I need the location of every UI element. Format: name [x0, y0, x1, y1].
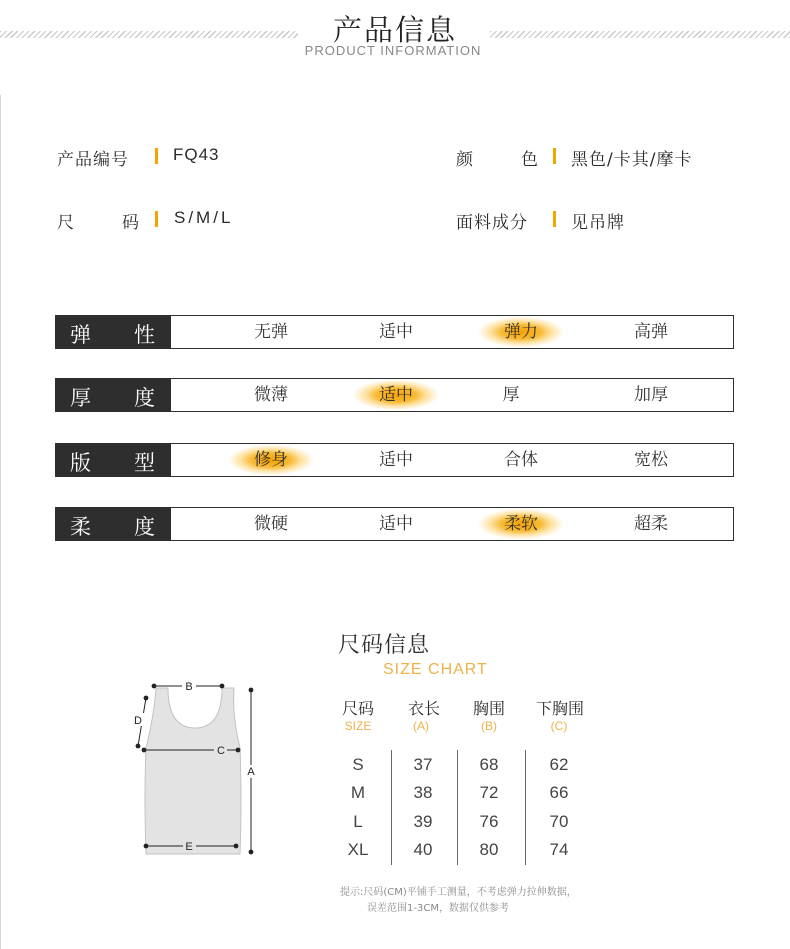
- table-cell: 80: [479, 840, 499, 859]
- attr-option: 微薄: [254, 385, 288, 405]
- column-divider: [391, 750, 392, 865]
- attr-option: 宽松: [634, 450, 668, 470]
- attr-label-b: 度: [134, 386, 155, 410]
- attr-option: 厚: [502, 385, 520, 405]
- code-value: FQ43: [173, 145, 220, 164]
- attr-label-b: 型: [134, 451, 155, 475]
- size-separator: [155, 211, 158, 227]
- measurement-note-line2: 误差范围1-3CM，数据仅供参考: [367, 903, 509, 914]
- table-cell: 38: [413, 783, 433, 802]
- size-chart-subtitle: SIZE CHART: [383, 661, 488, 678]
- attr-option: 加厚: [634, 385, 668, 405]
- attr-row-fit: [55, 443, 734, 477]
- attr-option: 适中: [379, 450, 413, 470]
- attr-option: 无弹: [254, 322, 288, 342]
- measurement-note-line1: 提示:尺码(CM)平铺手工测量，不考虑弹力拉伸数据，: [340, 887, 577, 898]
- table-cell: 66: [549, 783, 569, 802]
- attr-option: 微硬: [254, 514, 288, 534]
- col-sub-chest: (B): [481, 719, 497, 733]
- table-cell: M: [350, 783, 366, 802]
- size-value: S/M/L: [174, 208, 234, 227]
- size-label-b: 码: [122, 213, 139, 233]
- table-cell: 76: [479, 812, 499, 831]
- color-label-b: 色: [521, 150, 538, 170]
- attr-label-a: 版: [70, 451, 91, 475]
- attr-option-selected: 适中: [353, 379, 439, 411]
- color-label-a: 颜: [456, 150, 473, 170]
- fabric-label: 面料成分: [456, 213, 528, 233]
- col-header-underbust: 下胸围: [535, 699, 585, 718]
- left-divider: [0, 95, 1, 949]
- page-title: 产品信息: [332, 13, 457, 47]
- attr-label: [56, 444, 171, 476]
- attr-label-a: 柔: [70, 515, 91, 539]
- col-header-chest: 胸围: [472, 699, 506, 718]
- garment-measurement-figure: [128, 676, 262, 862]
- color-separator: [553, 148, 556, 164]
- attr-option: 超柔: [634, 514, 668, 534]
- attr-label-b: 度: [134, 515, 155, 539]
- attr-option-selected: 弹力: [478, 316, 564, 348]
- attr-row-softness: [55, 507, 734, 541]
- table-cell: 72: [479, 783, 499, 802]
- label-e: E: [185, 841, 193, 853]
- attr-option: 合体: [504, 450, 538, 470]
- table-cell: XL: [347, 840, 369, 859]
- column-divider: [457, 750, 458, 865]
- fabric-separator: [553, 211, 556, 227]
- tank-top-silhouette: [145, 688, 241, 854]
- attr-option: 高弹: [634, 322, 668, 342]
- attr-row-elasticity: [55, 315, 734, 349]
- label-b: B: [185, 681, 193, 693]
- attr-label: [56, 508, 171, 540]
- col-sub-length: (A): [413, 719, 429, 733]
- label-a: A: [247, 766, 255, 778]
- label-c: C: [217, 745, 225, 757]
- color-value: 黑色/卡其/摩卡: [571, 150, 693, 170]
- attr-row-thickness: [55, 378, 734, 412]
- code-label: 产品编号: [57, 150, 129, 170]
- column-divider: [525, 750, 526, 865]
- attr-option: 适中: [379, 322, 413, 342]
- attr-label-b: 性: [134, 323, 155, 347]
- table-cell: 68: [479, 755, 499, 774]
- attr-option-selected: 柔软: [478, 508, 564, 540]
- col-header-length: 衣长: [407, 699, 441, 718]
- size-chart-title: 尺码信息: [338, 633, 431, 658]
- attr-option-selected: 修身: [228, 444, 314, 476]
- table-cell: 37: [413, 755, 433, 774]
- code-separator: [155, 148, 158, 164]
- table-cell: 70: [549, 812, 569, 831]
- table-cell: 62: [549, 755, 569, 774]
- table-cell: S: [352, 755, 364, 774]
- label-d: D: [134, 715, 142, 727]
- col-sub-underbust: (C): [550, 719, 568, 733]
- attr-option: 适中: [379, 514, 413, 534]
- attr-label: [56, 379, 171, 411]
- col-header-size: 尺码: [341, 699, 375, 718]
- col-sub-size: SIZE: [344, 719, 372, 733]
- size-label-a: 尺: [57, 213, 74, 233]
- table-cell: 39: [413, 812, 433, 831]
- fabric-value: 见吊牌: [571, 213, 625, 233]
- attr-label-a: 弹: [70, 323, 91, 347]
- table-cell: 40: [413, 840, 433, 859]
- attr-label-a: 厚: [70, 386, 91, 410]
- page-subtitle: PRODUCT INFORMATION: [304, 43, 482, 58]
- table-cell: L: [353, 812, 363, 831]
- attr-label: [56, 316, 171, 348]
- table-cell: 74: [549, 840, 569, 859]
